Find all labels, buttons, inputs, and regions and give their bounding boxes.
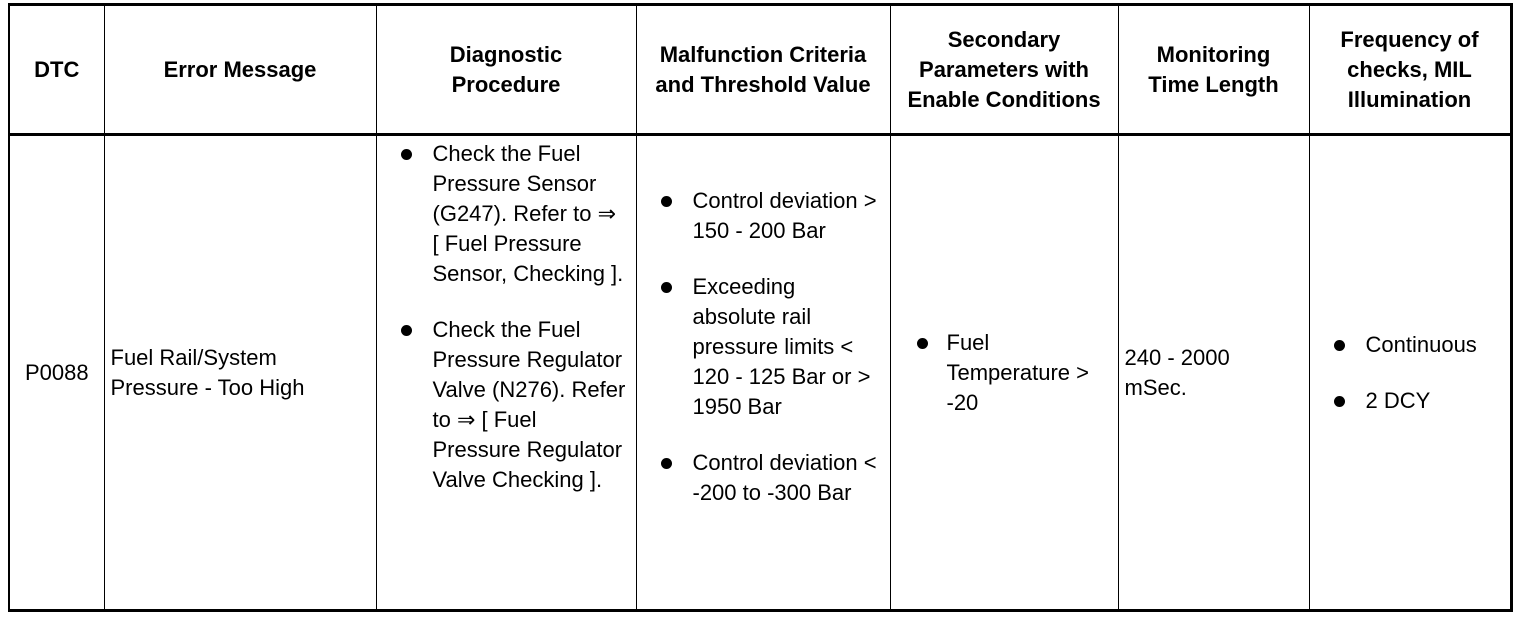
header-monitoring-time-label: Monitoring Time Length xyxy=(1148,41,1279,97)
header-malfunction-criteria-label: Malfunction Criteria and Threshold Value xyxy=(655,41,871,97)
error-message-text: Fuel Rail/System Pressure - Too High xyxy=(110,344,305,400)
header-row xyxy=(9,5,1511,135)
list-item xyxy=(1310,330,1510,360)
cell-frequency xyxy=(1309,135,1511,611)
header-diagnostic-procedure xyxy=(376,5,636,135)
header-frequency xyxy=(1309,5,1511,135)
cell-secondary-parameters xyxy=(890,135,1118,611)
criteria-item-2: Exceeding absolute rail pressure limits < 120 - 125 Bar or > 1950 Bar xyxy=(692,274,871,419)
header-diagnostic-procedure-label: Diagnostic Procedure xyxy=(449,41,563,97)
malfunction-criteria-list xyxy=(637,186,890,508)
header-error-message: Error Message xyxy=(104,5,376,135)
cell-dtc: P0088 xyxy=(9,135,104,611)
list-item xyxy=(891,328,1118,418)
frequency-item-2: 2 DCY xyxy=(1365,387,1431,413)
dtc-table xyxy=(8,3,1513,612)
list-item xyxy=(377,139,636,289)
frequency-list xyxy=(1310,330,1510,416)
criteria-item-3: Control deviation < -200 to -300 Bar xyxy=(692,450,877,505)
list-item xyxy=(1310,386,1510,416)
monitoring-time-text: 240 - 2000 mSec. xyxy=(1124,344,1230,400)
diagnostic-procedure-list xyxy=(377,139,636,495)
header-frequency-label: Frequency of checks, MIL Illumination xyxy=(1340,26,1479,112)
frequency-item-1: Continuous xyxy=(1365,331,1477,357)
list-item xyxy=(637,186,890,246)
cell-error-message xyxy=(104,135,376,611)
list-item xyxy=(637,448,890,508)
table-row xyxy=(9,135,1511,611)
list-item xyxy=(377,315,636,495)
cell-diagnostic-procedure xyxy=(376,135,636,611)
list-item xyxy=(637,272,890,422)
header-secondary-parameters xyxy=(890,5,1118,135)
secondary-parameters-list xyxy=(891,328,1118,418)
procedure-step-2: Check the Fuel Pressure Regulator Valve (N276). Refer to ⇒ [ Fuel Pressure Regulator Valve Checking ]. xyxy=(432,317,626,492)
header-monitoring-time xyxy=(1118,5,1309,135)
cell-malfunction-criteria xyxy=(636,135,890,611)
header-dtc: DTC xyxy=(9,5,104,135)
header-secondary-parameters-label: Secondary Parameters with Enable Conditions xyxy=(907,26,1101,112)
cell-monitoring-time xyxy=(1118,135,1309,611)
secondary-item-1: Fuel Temperature > -20 xyxy=(946,329,1089,415)
header-malfunction-criteria xyxy=(636,5,890,135)
criteria-item-1: Control deviation > 150 - 200 Bar xyxy=(692,188,877,243)
procedure-step-1: Check the Fuel Pressure Sensor (G247). Refer to ⇒ [ Fuel Pressure Sensor, Checking ]. xyxy=(432,141,624,286)
